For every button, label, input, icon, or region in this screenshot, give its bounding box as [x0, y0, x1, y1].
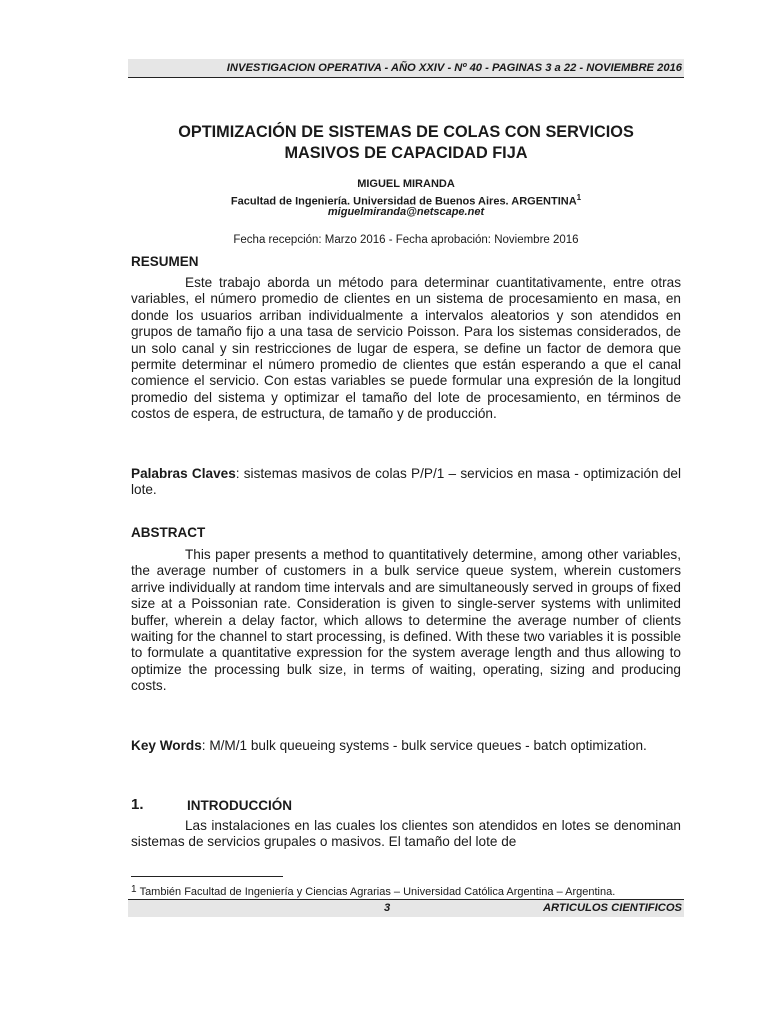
- paper-title: [128, 122, 684, 164]
- title-line-2: MASIVOS DE CAPACIDAD FIJA: [284, 144, 528, 162]
- page-number: 3: [384, 902, 391, 914]
- submission-dates: Fecha recepción: Marzo 2016 - Fecha aprobación: Noviembre 2016: [233, 234, 579, 246]
- key-words-label: Key Words: [131, 738, 202, 753]
- abstract-heading: ABSTRACT: [131, 525, 206, 540]
- resumen-heading: RESUMEN: [131, 254, 199, 269]
- title-line-1: OPTIMIZACIÓN DE SISTEMAS DE COLAS CON SERVICIOS: [178, 123, 634, 141]
- footnote: [131, 883, 691, 899]
- key-words-text: : M/M/1 bulk queueing systems - bulk service queues - batch optimization.: [201, 738, 647, 753]
- abstract-body: This paper presents a method to quantitatively determine, among other variables, the average number of customers in a bulk service queue system, wherein customers arrive individually at random time intervals and are simultaneously served in groups of fixed size at a Poissonian rate. Consideration is given to single-server systems with unlimited buffer, wherein a delay factor, which allows to determine the average number of clients waiting for the channel to start processing, is defined. With these two variables it is possible to formulate a quantitative expression for the system average length and thus allowing to optimize the processing bulk size, in terms of waiting, operating, sizing and producing costs.: [131, 547, 681, 694]
- section-1-body: Las instalaciones en las cuales los clientes son atendidos en lotes se denominan sistemas de servicios grupales o masivos. El tamaño del lote de: [131, 818, 681, 850]
- section-title: INTRODUCCIÓN: [187, 798, 292, 813]
- section-number: 1.: [131, 796, 144, 813]
- palabras-claves-label: Palabras Claves: [131, 466, 236, 481]
- resumen-body: Este trabajo aborda un método para determinar cuantitativamente, entre otras variables, el número promedio de clientes en un sistema de procesamiento en masa, en donde los usuarios arriban individualmente a intervalos aleatorios y son atendidos en grupos de tamaño fijo a una tasa de servicio Poisson. Para los sistemas considerados, de un solo canal y sin restricciones de lugar de espera, se define un factor de demora que permite determinar el número promedio de clientes que están esperando a que el canal comience el servicio. Con estas variables se puede formular una expresión de la longitud promedio del sistema y optimizar el tamaño del lote de procesamiento, en términos de costos de espera, de estructura, de tamaño y de producción.: [131, 275, 681, 422]
- footnote-text: También Facultad de Ingeniería y Ciencias Agrarias – Universidad Católica Argentina – Argentina.: [139, 886, 616, 898]
- affiliation-footnote-mark: 1: [576, 193, 582, 202]
- running-header: INVESTIGACION OPERATIVA - AÑO XXIV - Nº 40 - PAGINAS 3 a 22 - NOVIEMBRE 2016: [128, 59, 684, 78]
- palabras-claves: [131, 466, 681, 499]
- footnote-divider: [131, 876, 283, 877]
- key-words: [131, 738, 681, 754]
- running-footer: [128, 899, 684, 917]
- section-label: ARTICULOS CIENTIFICOS: [542, 902, 682, 914]
- author-email: miguelmiranda@netscape.net: [327, 206, 485, 218]
- palabras-claves-text: : sistemas masivos de colas P/P/1 – servicios en masa - optimización del lote.: [131, 466, 681, 498]
- affiliation-text: Facultad de Ingeniería. Universidad de Buenos Aires. ARGENTINA: [230, 195, 577, 208]
- footnote-mark: 1: [131, 884, 137, 895]
- author-name: MIGUEL MIRANDA: [357, 178, 455, 190]
